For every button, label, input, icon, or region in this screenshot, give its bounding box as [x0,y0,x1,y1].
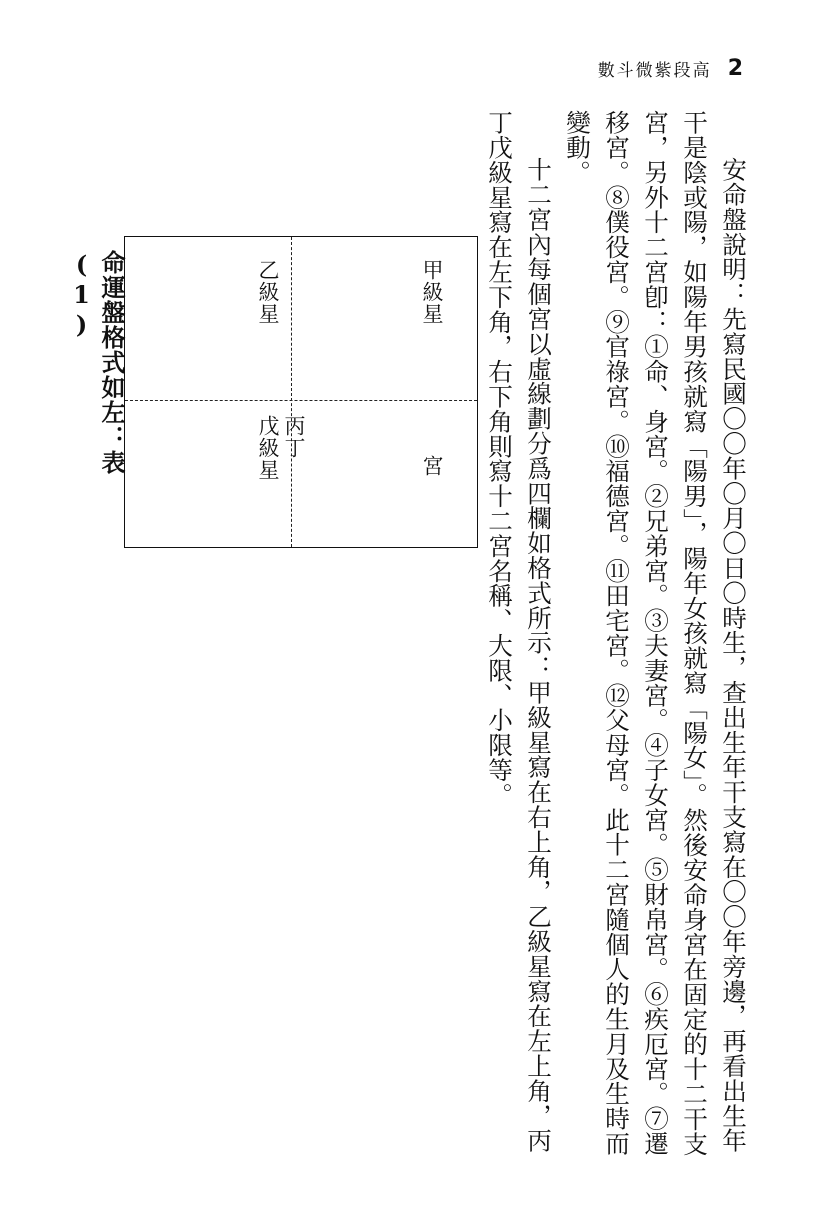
page-number: 2 [727,56,743,81]
cell-bottom-right: 宮 [420,455,444,477]
cell-top-right: 甲級星 [420,259,444,325]
running-title: 數斗微紫段高 [597,61,712,81]
page-header [598,56,743,81]
paragraph-layout: 十二宮內每個宮以虛線劃分爲四欄如格式所示：甲級星寫在右上角，乙級星寫在左上角，丙丁戊級星寫在左下角，右下角則寫十二宮名稱、大限、小限等。 [485,110,553,1153]
table-caption: 命運盤格式如左：表(1) [67,250,126,475]
cell-top-left: 乙級星 [256,259,280,325]
horizontal-dashed-divider [125,400,477,401]
chart-format-table [124,236,478,548]
cell-bottom-left-line1: 丙丁 [282,415,306,459]
cell-bottom-left-line2: 戊級星 [256,415,280,481]
cell-bottom-left [255,415,307,535]
paragraph-explanation: 安命盤說明：先寫民國〇〇年〇月〇日〇時生，查出生年干支寫在〇〇年旁邊，再看出生年干是陰或陽，如陽年男孩就寫「陽男」，陽年女孩就寫「陽女」。然後安命身宮在固定的十二干支宮，另外十二宮卽：①命、身宮。②兄弟宮。③夫妻宮。④子女宮。⑤財帛宮。⑥疾厄宮。⑦遷移宮。⑧僕役宮。⑨官祿宮。⑩福德宮。⑪田宅宮。⑫父母宮。此十二宮隨個人的生月及生時而變動。 [563,110,748,1157]
